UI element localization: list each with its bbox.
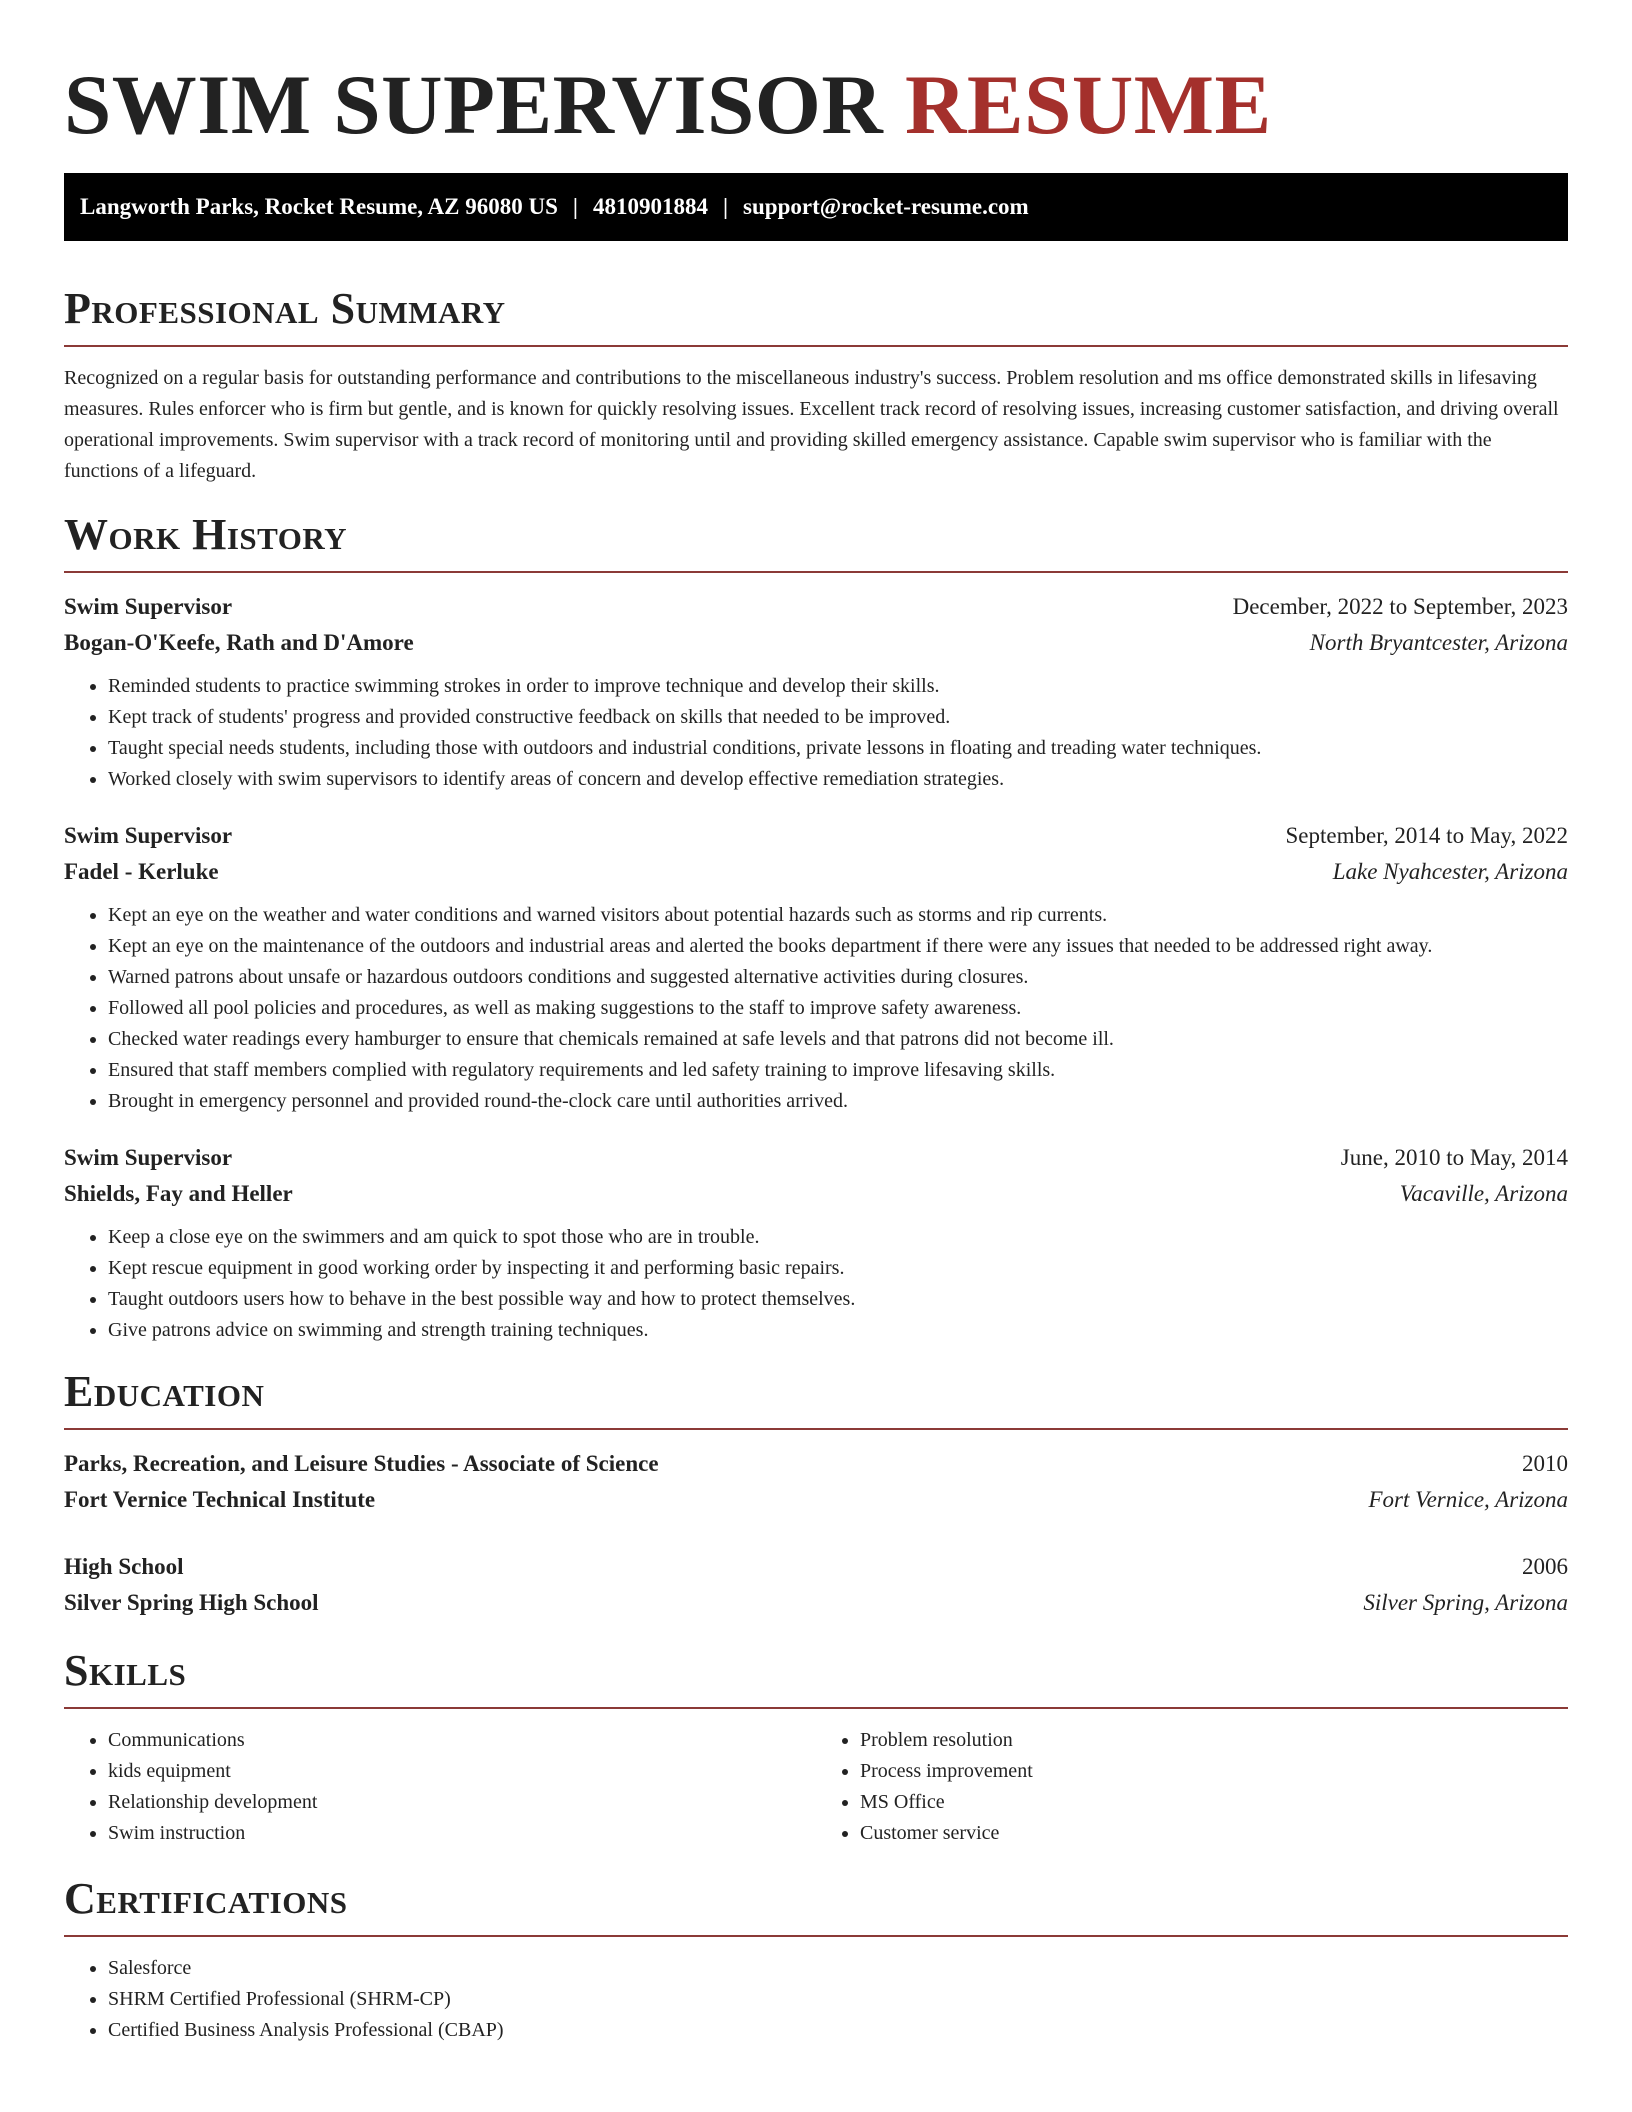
education-year: 2010 <box>1522 1451 1568 1476</box>
education-degree: High School <box>64 1554 184 1579</box>
education-location: Silver Spring, Arizona <box>1363 1590 1568 1615</box>
job-subheader <box>64 854 1568 890</box>
education-year: 2006 <box>1522 1554 1568 1579</box>
section-heading-education: Education <box>64 1367 265 1416</box>
title-accent: RESUME <box>904 58 1272 152</box>
duty-item: • Brought in emergency personnel and provided round-the-clock care until authorities arrived. <box>108 1086 1568 1117</box>
education-location: Fort Vernice, Arizona <box>1368 1487 1568 1512</box>
job-title: Swim Supervisor <box>64 594 233 619</box>
job-entry <box>64 818 1568 1117</box>
skills-column-left <box>64 1725 816 1849</box>
job-title: Swim Supervisor <box>64 1145 233 1170</box>
education-subheader <box>64 1482 1568 1518</box>
job-duties <box>64 671 1568 795</box>
job-subheader <box>64 625 1568 661</box>
skill-item: • kids equipment <box>108 1756 816 1787</box>
section-divider <box>64 1428 1568 1430</box>
contact-bar <box>64 173 1568 241</box>
section-heading-skills: Skills <box>64 1646 187 1695</box>
section-divider <box>64 1935 1568 1937</box>
duty-item: • Checked water readings every hamburger to ensure that chemicals remained at safe levels and that patrons did not become ill. <box>108 1024 1568 1055</box>
job-location: North Bryantcester, Arizona <box>1309 630 1568 655</box>
job-location: Vacaville, Arizona <box>1399 1181 1568 1206</box>
duty-item: • Kept rescue equipment in good working order by inspecting it and performing basic repairs. <box>108 1253 1568 1284</box>
duty-item: • Kept an eye on the maintenance of the outdoors and industrial areas and alerted the books department if there were any issues that needed to be addressed right away. <box>108 931 1568 962</box>
summary-text: Recognized on a regular basis for outstanding performance and contributions to the miscellaneous industry's success. Problem resolution and ms office demonstrated skills in lifesaving measures. Rules enforcer who is firm but gentle, and is known for quickly resolving issues. Excellent track record of resolving issues, increasing customer satisfaction, and driving overall operational improvements. Swim supervisor with a track record of monitoring until and providing skilled emergency assistance. Capable swim supervisor who is familiar with the functions of a lifeguard. <box>64 367 1559 482</box>
job-entry <box>64 1140 1568 1346</box>
job-dates: September, 2014 to May, 2022 <box>1285 823 1568 848</box>
duty-item: • Taught outdoors users how to behave in the best possible way and how to protect themselves. <box>108 1284 1568 1315</box>
job-duties <box>64 900 1568 1117</box>
certification-item: • Certified Business Analysis Professional (CBAP) <box>108 2015 1568 2046</box>
job-duties <box>64 1222 1568 1346</box>
certification-item: • SHRM Certified Professional (SHRM-CP) <box>108 1984 1568 2015</box>
section-heading-work: Work History <box>64 510 348 559</box>
section-divider <box>64 345 1568 347</box>
job-subheader <box>64 1176 1568 1212</box>
job-dates: December, 2022 to September, 2023 <box>1232 594 1568 619</box>
education-school: Fort Vernice Technical Institute <box>64 1487 376 1512</box>
job-company: Shields, Fay and Heller <box>64 1181 293 1206</box>
skill-item: • Customer service <box>860 1818 1568 1849</box>
education-subheader <box>64 1585 1568 1621</box>
job-entry <box>64 589 1568 795</box>
skill-item: • Problem resolution <box>860 1725 1568 1756</box>
education-header <box>64 1549 1568 1585</box>
job-header <box>64 589 1568 625</box>
resume-title <box>64 0 1568 155</box>
job-dates: June, 2010 to May, 2014 <box>1340 1145 1568 1170</box>
duty-item: • Keep a close eye on the swimmers and am quick to spot those who are in trouble. <box>108 1222 1568 1253</box>
section-heading-summary: Professional Summary <box>64 284 506 333</box>
duty-item: • Reminded students to practice swimming strokes in order to improve technique and develop their skills. <box>108 671 1568 702</box>
title-main: SWIM SUPERVISOR <box>64 58 884 152</box>
job-title: Swim Supervisor <box>64 823 233 848</box>
contact-address: Langworth Parks, Rocket Resume, AZ 96080 US <box>80 194 558 219</box>
section-divider <box>64 571 1568 573</box>
contact-separator: | <box>572 194 578 219</box>
skill-item: • Communications <box>108 1725 816 1756</box>
job-company: Fadel - Kerluke <box>64 859 219 884</box>
duty-item: • Ensured that staff members complied with regulatory requirements and led safety training to improve lifesaving skills. <box>108 1055 1568 1086</box>
job-location: Lake Nyahcester, Arizona <box>1332 859 1568 884</box>
skill-item: • Relationship development <box>108 1787 816 1818</box>
skill-item: • Process improvement <box>860 1756 1568 1787</box>
education-entry <box>64 1549 1568 1621</box>
certifications-list <box>64 1953 1568 2046</box>
skills-section <box>64 1645 1568 1849</box>
duty-item: • Kept an eye on the weather and water conditions and warned visitors about potential hazards such as storms and rip currents. <box>108 900 1568 931</box>
skills-grid <box>64 1709 1568 1849</box>
job-header <box>64 818 1568 854</box>
education-school: Silver Spring High School <box>64 1590 319 1615</box>
certification-item: • Salesforce <box>108 1953 1568 1984</box>
education-section <box>64 1366 1568 1621</box>
work-history-section <box>64 509 1568 1346</box>
job-company: Bogan-O'Keefe, Rath and D'Amore <box>64 630 414 655</box>
education-header <box>64 1446 1568 1482</box>
contact-phone: 4810901884 <box>592 194 708 219</box>
skill-item: • Swim instruction <box>108 1818 816 1849</box>
duty-item: • Give patrons advice on swimming and strength training techniques. <box>108 1315 1568 1346</box>
duty-item: • Followed all pool policies and procedures, as well as making suggestions to the staff to improve safety awareness. <box>108 993 1568 1024</box>
skills-column-right <box>816 1725 1568 1849</box>
summary-section <box>64 283 1568 487</box>
contact-email: support@rocket-resume.com <box>743 194 1029 219</box>
duty-item: • Taught special needs students, including those with outdoors and industrial conditions, private lessons in floating and treading water techniques. <box>108 733 1568 764</box>
job-header <box>64 1140 1568 1176</box>
contact-separator: | <box>722 194 729 219</box>
certifications-section <box>64 1873 1568 2046</box>
section-heading-certifications: Certifications <box>64 1874 348 1923</box>
education-entry <box>64 1446 1568 1518</box>
duty-item: • Warned patrons about unsafe or hazardous outdoors conditions and suggested alternative activities during closures. <box>108 962 1568 993</box>
skill-item: • MS Office <box>860 1787 1568 1818</box>
duty-item: • Kept track of students' progress and provided constructive feedback on skills that needed to be improved. <box>108 702 1568 733</box>
duty-item: • Worked closely with swim supervisors to identify areas of concern and develop effective remediation strategies. <box>108 764 1568 795</box>
education-degree: Parks, Recreation, and Leisure Studies - Associate of Science <box>64 1451 659 1476</box>
